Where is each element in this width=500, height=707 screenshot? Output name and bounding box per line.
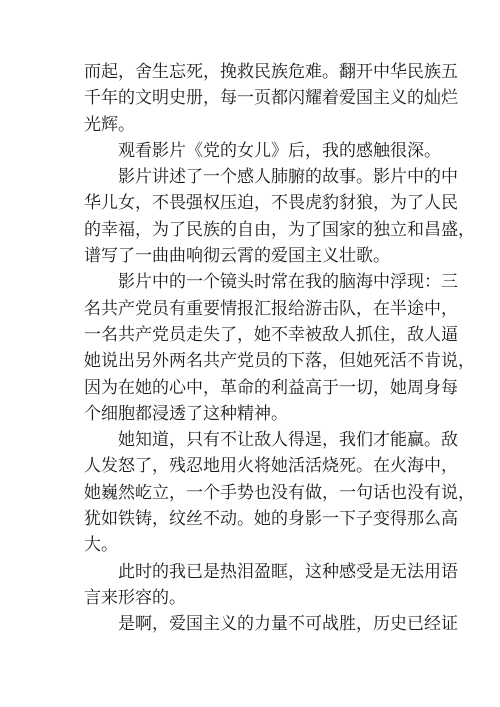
text-line: 个细胞都浸透了这种精神。 (84, 403, 288, 424)
text-line: 影片中的一个镜头时常在我的脑海中浮现：三 (118, 272, 458, 293)
text-line: 大。 (84, 535, 118, 556)
text-line: 因为在她的心中，革命的利益高于一切，她周身每 (84, 377, 458, 398)
text-line: 她知道，只有不让敌人得逞，我们才能赢。敌 (118, 430, 458, 451)
text-line: 一名共产党员走失了，她不幸被敌人抓住，敌人逼 (84, 324, 458, 345)
paragraph-3 (84, 164, 475, 269)
paragraph-5 (84, 427, 475, 558)
text-line: 谱写了一曲曲响彻云霄的爱国主义壮歌。 (84, 246, 390, 267)
text-line: 她巍然屹立，一个手势也没有做，一句话也没有说， (84, 482, 475, 503)
text-line: 是啊，爱国主义的力量不可战胜，历史已经证 (118, 614, 458, 635)
document-body (84, 59, 475, 638)
text-line: 千年的文明史册，每一页都闪耀着爱国主义的灿烂 (84, 88, 458, 109)
paragraph-7 (84, 611, 458, 637)
text-line: 此时的我已是热泪盈眶，这种感受是无法用语 (118, 561, 458, 582)
text-line: 她说出另外两名共产党员的下落，但她死活不肯说， (84, 351, 475, 372)
paragraph-1 (84, 59, 458, 138)
paragraph-4 (84, 269, 475, 427)
text-line: 观看影片《党的女儿》后，我的感触很深。 (118, 140, 441, 161)
text-line: 言来形容的。 (84, 587, 186, 608)
paragraph-6 (84, 559, 458, 612)
text-line: 人发怒了，残忍地用火将她活活烧死。在火海中， (84, 456, 458, 477)
paragraph-2 (84, 138, 441, 164)
text-line: 名共产党员有重要情报汇报给游击队，在半途中， (84, 298, 458, 319)
text-line: 犹如铁铸，纹丝不动。她的身影一下子变得那么高 (84, 509, 458, 530)
text-line: 华儿女，不畏强权压迫，不畏虎豹豺狼，为了人民 (84, 193, 458, 214)
text-line: 光辉。 (84, 114, 135, 135)
text-line: 而起，舍生忘死，挽救民族危难。翻开中华民族五 (84, 62, 458, 82)
text-line: 的幸福，为了民族的自由，为了国家的独立和昌盛， (84, 219, 475, 240)
text-line: 影片讲述了一个感人肺腑的故事。影片中的中 (118, 167, 458, 188)
